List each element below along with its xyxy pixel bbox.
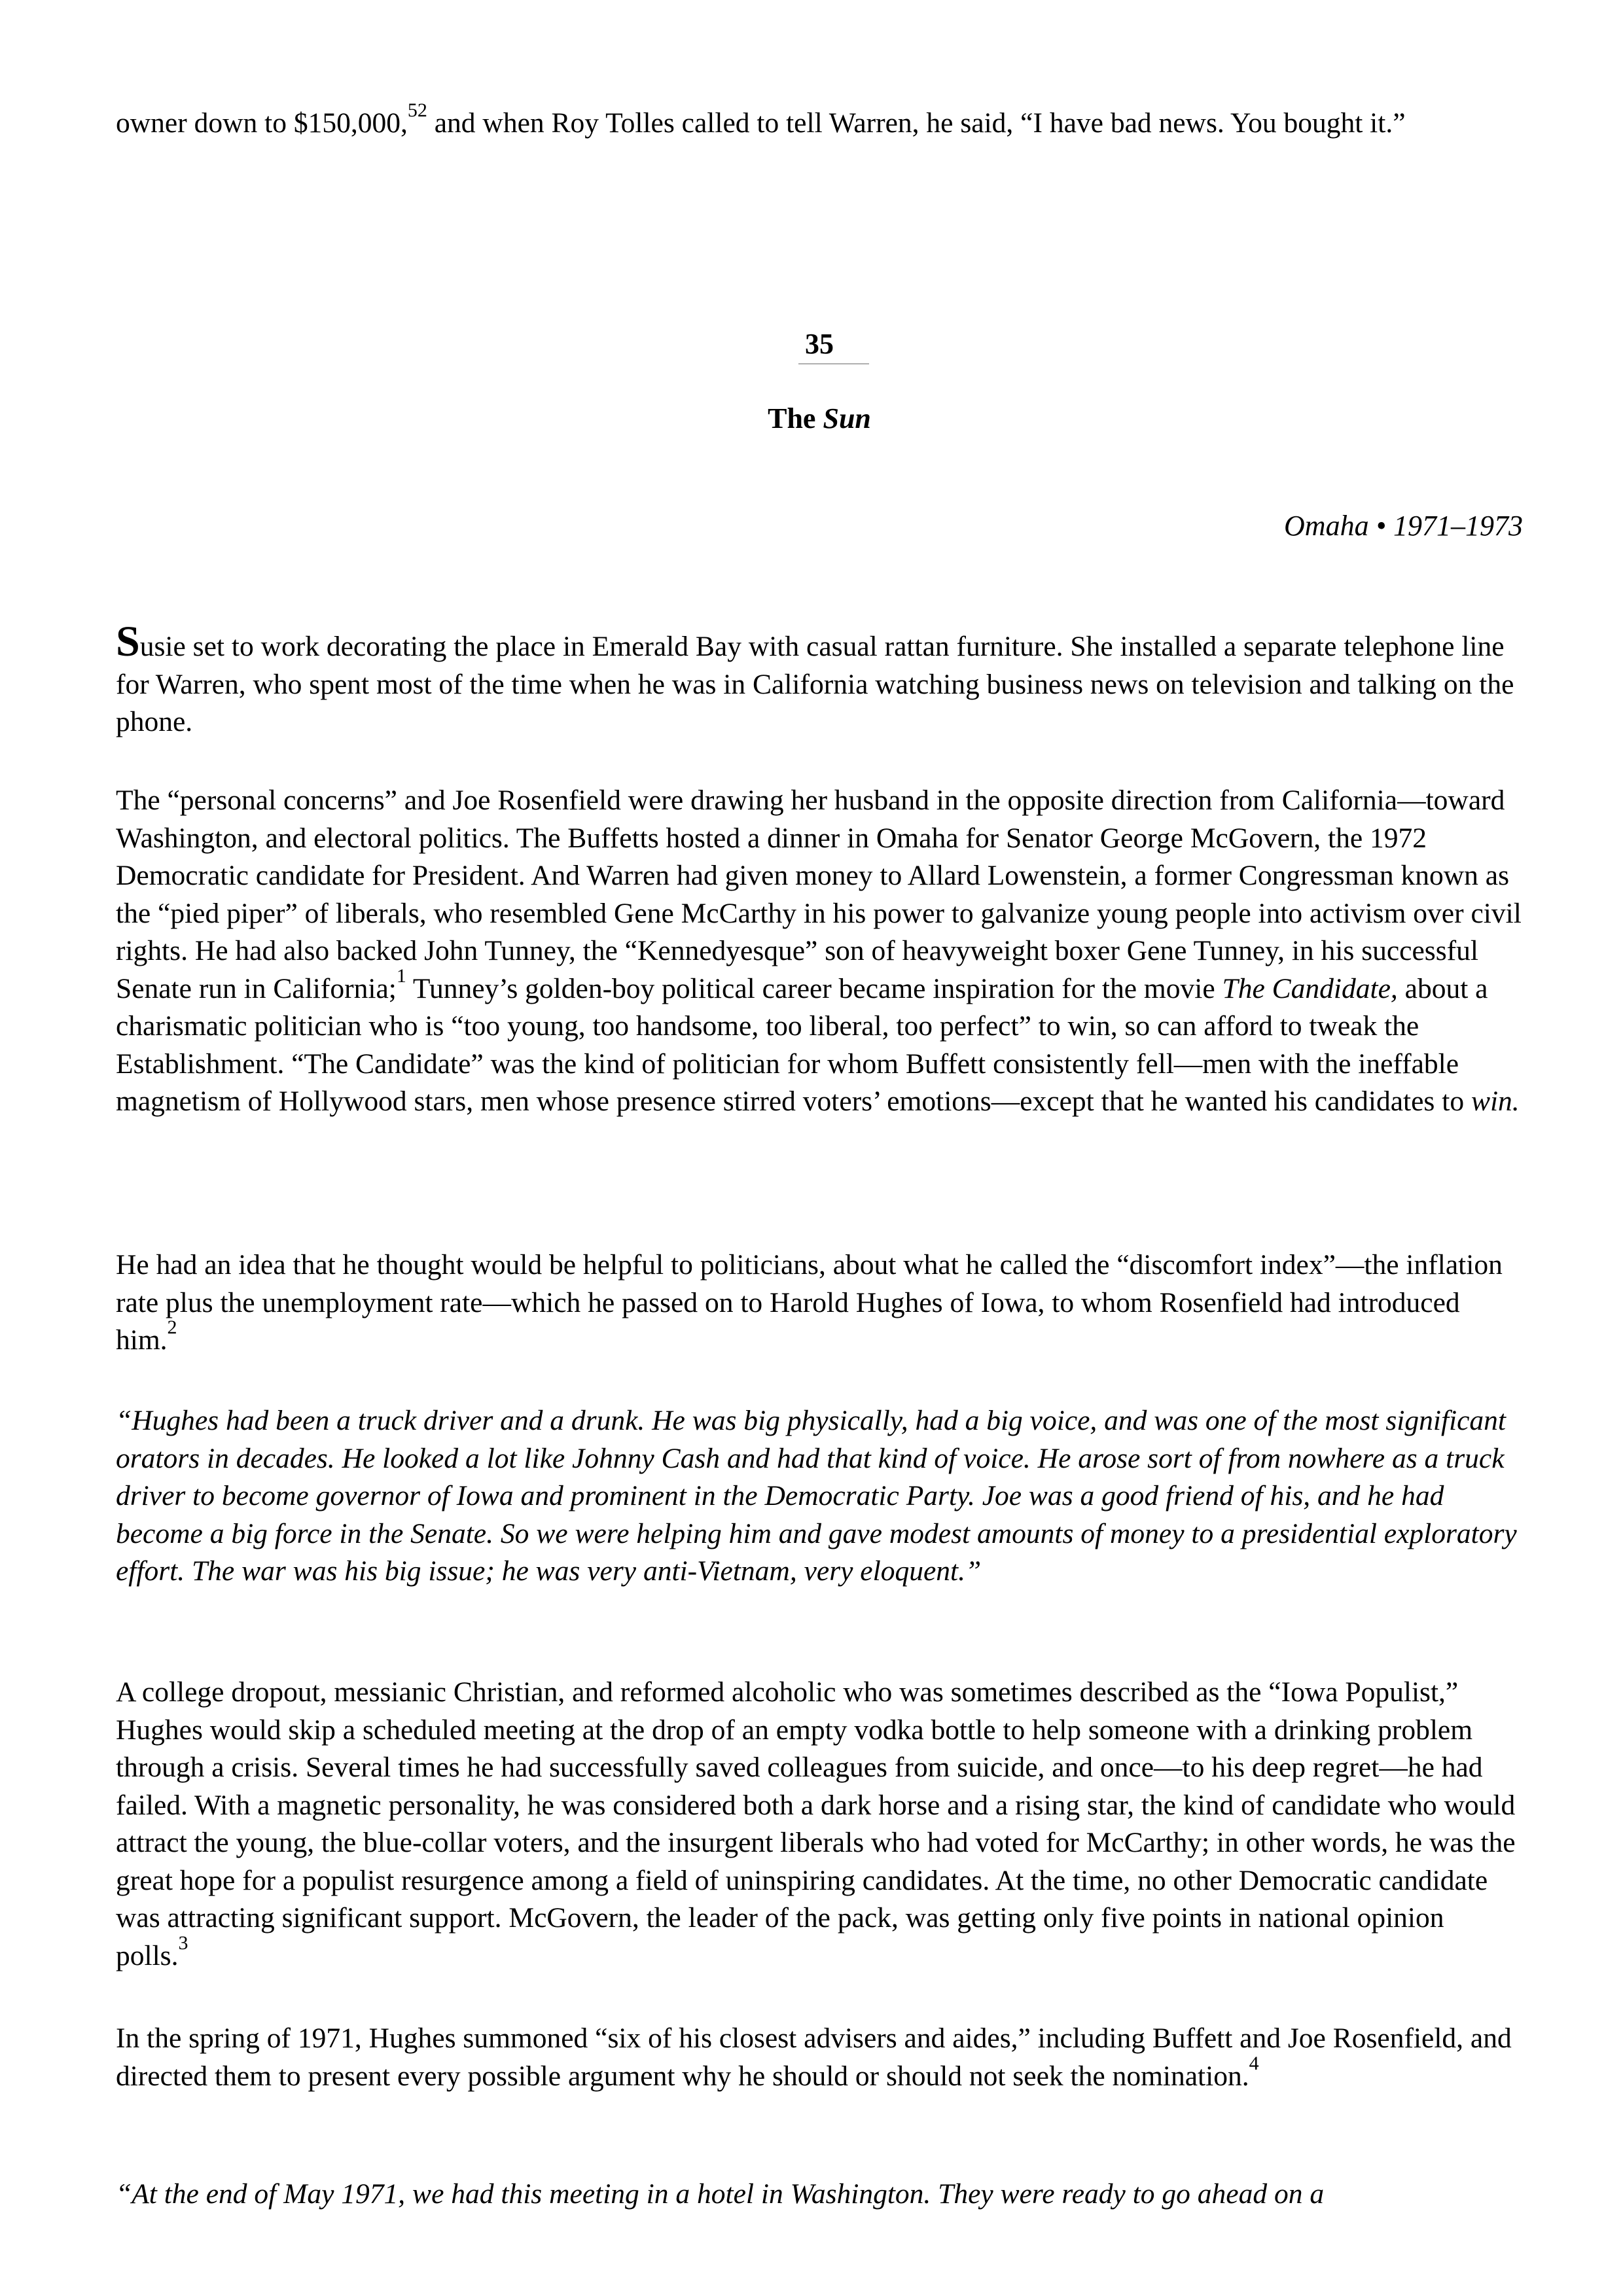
continuation-paragraph <box>116 99 1523 143</box>
chapter-title <box>116 402 1523 435</box>
chapter-place-date: Omaha • 1971–1973 <box>1284 510 1523 542</box>
paragraph-2-text-c: about a charismatic politician who is “too young, too handsome, too liberal, too perfect” to win, so can afford to tweak the Establishment. “The Candidate” was the kind of politician for whom Buffett consistently fell—men with the ineffable magnetism of Hollywood stars, men whose presence stirred voters’ emotions—except that he wanted his candidates to <box>116 972 1488 1117</box>
paragraph-3 <box>116 1246 1523 1360</box>
footnote-marker-1: 1 <box>396 964 406 987</box>
chapter-title-italic: Sun <box>823 402 871 434</box>
paragraph-3-text: He had an idea that he thought would be helpful to politicians, about what he called the “discomfort index”—the inflation rate plus the unemployment rate—which he passed on to Harold Hughes of Iowa, to whom Rosenfield had introduced him. <box>116 1249 1503 1356</box>
footnote-marker-52: 52 <box>407 99 427 121</box>
chapter-title-prefix: The <box>768 402 823 434</box>
paragraph-5 <box>116 1674 1523 1975</box>
paragraph-2-text-a: The “personal concerns” and Joe Rosenfield were drawing her husband in the opposite direction from California—toward Washington, and electoral politics. The Buffetts hosted a dinner in Omaha for Senator George McGovern, the 1972 Democratic candidate for President. And Warren had given money to Allard Lowenstein, a former Congressman known as the “pied piper” of liberals, who resembled Gene McCarthy in his power to galvanize young people into activism over civil rights. He had also backed John Tunney, the “Kennedyesque” son of heavyweight boxer Gene Tunney, in his successful Senate run in California; <box>116 785 1522 1004</box>
paragraph-4-quote <box>116 1402 1523 1591</box>
drop-cap: S <box>116 618 140 665</box>
paragraph-6-text: In the spring of 1971, Hughes summoned “six of his closest advisers and aides,” including Buffett and Joe Rosenfield, and directed them to present every possible argument why he should or should not seek the nomination. <box>116 2022 1512 2092</box>
footnote-marker-2: 2 <box>167 1316 177 1338</box>
continuation-text-a: owner down to $150,000, <box>116 107 408 139</box>
paragraph-1-text: usie set to work decorating the place in Emerald Bay with casual rattan furniture. She installed a separate telephone line for Warren, who spent most of the time when he was in California watching business news on television and talking on the phone. <box>116 631 1514 737</box>
movie-title: The Candidate, <box>1222 972 1398 1004</box>
book-page <box>116 0 1523 2296</box>
emphasis-win: win. <box>1471 1086 1520 1117</box>
paragraph-7-text: “At the end of May 1971, we had this meeting in a hotel in Washington. They were ready to go ahead on a <box>116 2178 1325 2210</box>
paragraph-7-quote <box>116 2176 1523 2214</box>
continuation-text-b: and when Roy Tolles called to tell Warren, he said, “I have bad news. You bought it.” <box>427 107 1406 139</box>
paragraph-2 <box>116 782 1523 1121</box>
paragraph-2-text-b: Tunney’s golden-boy political career became inspiration for the movie <box>406 972 1222 1004</box>
paragraph-4-text: “Hughes had been a truck driver and a drunk. He was big physically, had a big voice, and was one of the most significant orators in decades. He looked a lot like Johnny Cash and had that kind of voice. He arose sort of from nowhere as a truck driver to become governor of Iowa and prominent in the Democratic Party. Joe was a good friend of his, and he had become a big force in the Senate. So we were helping him and gave modest amounts of money to a presidential exploratory effort. The war was his big issue; he was very anti-Vietnam, very eloquent.” <box>116 1405 1517 1587</box>
chapter-number-rule <box>798 363 869 364</box>
footnote-marker-3: 3 <box>178 1932 188 1954</box>
paragraph-5-text: A college dropout, messianic Christian, and reformed alcoholic who was sometimes described as the “Iowa Populist,” Hughes would skip a scheduled meeting at the drop of an empty vodka bottle to help someone with a drinking problem through a crisis. Several times he had successfully saved colleagues from suicide, and once—to his deep regret—he had failed. With a magnetic personality, he was considered both a dark horse and a rising star, the kind of candidate who would attract the young, the blue-collar voters, and the insurgent liberals who had voted for McCarthy; in other words, he was the great hope for a populist resurgence among a field of uninspiring candidates. At the time, no other Democratic candidate was attracting significant support. McGovern, the leader of the pack, was getting only five points in national opinion polls. <box>116 1676 1516 1971</box>
chapter-number: 35 <box>805 328 834 360</box>
footnote-marker-4: 4 <box>1249 2052 1259 2074</box>
paragraph-1 <box>116 618 1523 741</box>
paragraph-6 <box>116 2020 1523 2095</box>
